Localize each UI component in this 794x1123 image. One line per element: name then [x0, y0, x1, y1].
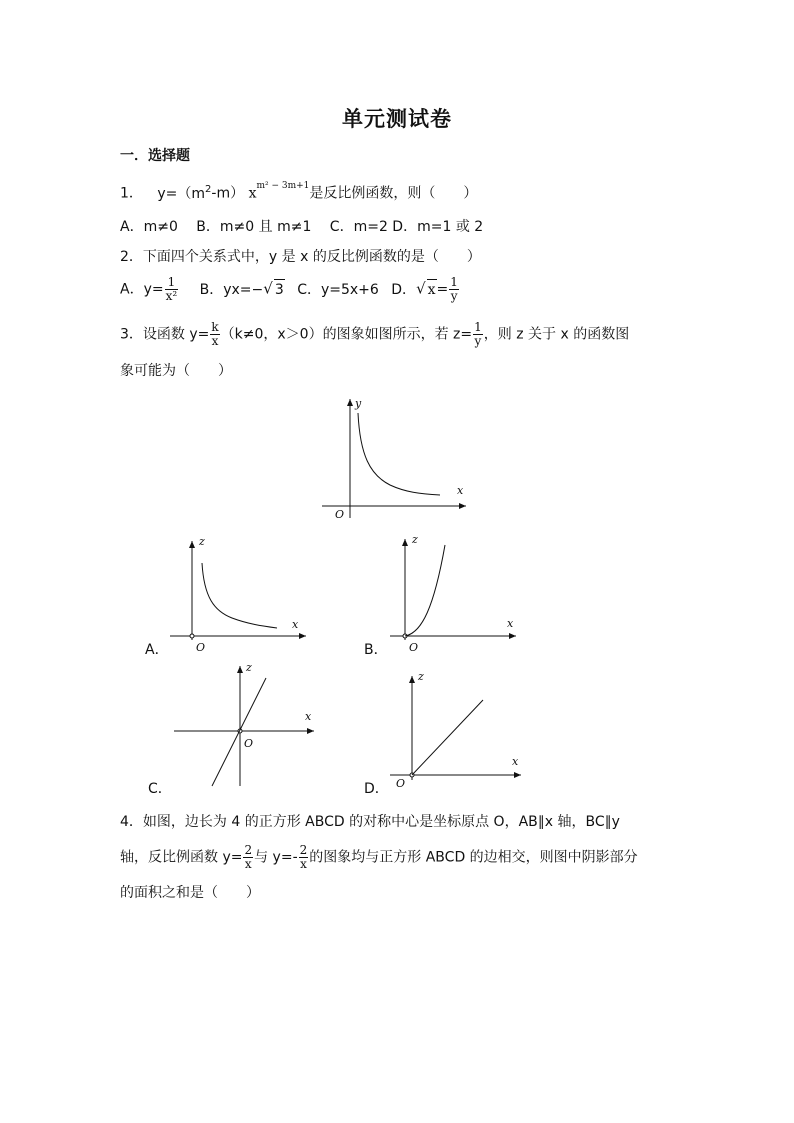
- origin-point: [190, 634, 194, 638]
- q1-exponent: m² − 3m+1: [256, 181, 310, 191]
- q4-line2-mid: 与 y=-: [254, 849, 298, 866]
- section-heading: 一．选择题: [120, 148, 190, 164]
- origin-label: O: [335, 508, 345, 521]
- q3-pre: 3．设函数 y=: [120, 326, 210, 343]
- q2-opt-a-pre: A．y=: [120, 281, 164, 298]
- option-b-label: B．: [364, 642, 388, 658]
- q4-line2: [120, 844, 638, 871]
- q2-opt-b-rad: 3: [274, 279, 285, 300]
- q4-line2-post: 的图象均与正方形 ABCD 的边相交，则图中阴影部分: [309, 849, 638, 866]
- x-axis-label: x: [507, 617, 514, 630]
- origin-label: O: [396, 777, 406, 790]
- option-c-graph: [170, 660, 320, 790]
- z-axis-label: z: [418, 670, 424, 683]
- q4-line1: 4．如图，边长为 4 的正方形 ABCD 的对称中心是坐标原点 O，AB∥x 轴，BC∥y: [120, 814, 620, 830]
- q2-opt-d-rad: x: [427, 279, 437, 300]
- q3-mid: （k≠0，x＞0）的图象如图所示，若 z=: [220, 326, 473, 343]
- option-b-graph: [390, 535, 520, 655]
- q4-f2-num: 2: [299, 843, 308, 857]
- x-axis-label: x: [457, 484, 464, 497]
- q1-base: x: [248, 185, 257, 202]
- hyperbola-curve: [358, 413, 440, 495]
- curve: [405, 545, 445, 636]
- x-axis-label: x: [512, 755, 519, 768]
- q4-line3: 的面积之和是（ ）: [120, 885, 260, 901]
- q1-number: 1．: [120, 185, 143, 202]
- q3-f1-num: k: [211, 320, 219, 334]
- q2-opt-d-mid: =: [436, 281, 449, 298]
- z-axis-label: z: [246, 661, 252, 674]
- q2-opt-d-pre: D．: [391, 281, 417, 298]
- curve: [202, 563, 277, 628]
- q1-text-c: 是反比例函数，则（ ）: [309, 185, 478, 202]
- q2-opt-c: C．y=5x+6: [297, 281, 379, 298]
- q2-opt-a-den: x²: [165, 289, 178, 303]
- option-d-graph: [390, 670, 525, 790]
- line-graph: [212, 678, 266, 786]
- q4-f1-num: 2: [244, 843, 253, 857]
- q3-post: ，则 z 关于 x 的函数图: [483, 326, 630, 343]
- page-title: 单元测试卷: [342, 107, 452, 131]
- y-axis-label: y: [355, 397, 362, 410]
- q2-opt-d-den: y: [450, 289, 458, 303]
- q3-text: [120, 321, 629, 348]
- q3-line2: 象可能为（ ）: [120, 363, 232, 379]
- origin-label: O: [409, 641, 419, 654]
- q1-text-b: -m）: [211, 185, 245, 202]
- q4-f2-den: x: [300, 857, 307, 871]
- z-axis-label: z: [412, 533, 418, 546]
- q3-f2-den: y: [474, 334, 482, 348]
- q2-text: 2．下面四个关系式中，y 是 x 的反比例函数的是（ ）: [120, 249, 481, 265]
- q3-f2-num: 1: [474, 320, 482, 334]
- q4-line2-pre: 轴，反比例函数 y=: [120, 849, 243, 866]
- q2-opt-b: B．yx=−: [199, 281, 264, 298]
- origin-label: O: [244, 737, 254, 750]
- option-d-label: D．: [364, 781, 389, 797]
- option-c-label: C．: [148, 781, 172, 797]
- q2-opt-a-num: 1: [165, 276, 179, 290]
- q3-main-graph: [320, 395, 470, 525]
- ray-graph: [412, 700, 483, 775]
- q1-sup-a: 2: [205, 184, 212, 195]
- x-axis-label: x: [305, 710, 312, 723]
- option-a-label: A．: [145, 642, 169, 658]
- x-axis-label: x: [292, 618, 299, 631]
- q1-options: A．m≠0 B．m≠0 且 m≠1 C．m=2 D．m=1 或 2: [120, 219, 484, 235]
- question-1: [120, 180, 477, 204]
- q1-text-a: y=（m: [157, 185, 206, 202]
- origin-label: O: [196, 641, 206, 654]
- q2-options: A．y= $\frac{1}{\text{x²}}$ B．yx=−√ 3 C．y=5x+6 D．√ x= $\frac{1}{y}$: [120, 275, 458, 303]
- option-a-graph: [170, 535, 310, 655]
- q4-f1-den: x: [244, 857, 252, 871]
- z-axis-label: z: [199, 535, 205, 548]
- q3-f1-den: x: [211, 334, 219, 348]
- q2-opt-d-num: 1: [450, 275, 458, 289]
